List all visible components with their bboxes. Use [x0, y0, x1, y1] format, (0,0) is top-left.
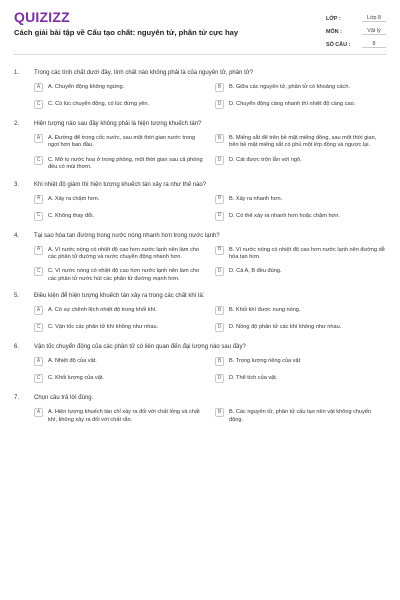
- option-text: A. Vì nước nóng có nhiệt độ cao hơn nước lạnh nên làm cho các phân tử đường và nước chuyển động nhanh hơn.: [48, 246, 199, 261]
- answer-option-c[interactable]: [34, 323, 205, 334]
- question-header: [14, 69, 386, 77]
- answer-option-d[interactable]: [215, 156, 386, 172]
- option-letter-box: C: [34, 156, 43, 165]
- option-text: D. Có thể xảy ra nhanh hơn hoặc chậm hơn.: [229, 212, 340, 219]
- answer-option-c[interactable]: [34, 374, 205, 385]
- option-letter-box: D: [215, 374, 224, 383]
- question-text: Khi nhiệt độ giảm thì hiện tượng khuếch tán xảy ra như thế nào?: [34, 181, 207, 188]
- answer-option-a[interactable]: [34, 357, 205, 368]
- option-letter-box: B: [215, 246, 224, 255]
- question-text: Điều kiện để hiện tượng khuếch tán xảy ra trong các chất khí là:: [34, 293, 205, 300]
- option-letter-box: D: [215, 267, 224, 276]
- option-text: C. Khối lượng của vật.: [48, 375, 104, 382]
- answer-option-d[interactable]: [215, 323, 386, 334]
- answer-options: [14, 246, 386, 284]
- question-number: 5.: [14, 293, 20, 300]
- answer-options: [14, 306, 386, 334]
- question-text: Vận tốc chuyển động của các phân tử có liên quan đến đại lượng nào sau đây?: [34, 344, 246, 351]
- option-letter-box: C: [34, 100, 43, 109]
- answer-option-b[interactable]: [215, 195, 386, 206]
- question-text: Hiện tượng nào sau đây không phải là hiện tượng khuếch tán?: [34, 121, 202, 127]
- option-text: C. Mở lọ nước hoa ở trong phòng, một thời gian sau cả phòng đều có mùi thơm.: [48, 156, 203, 171]
- option-text: B. Các nguyên tử, phân tử cấu tạo nên vật không chuyển động.: [229, 409, 372, 423]
- option-text: A. Xảy ra chậm hơn.: [48, 195, 100, 202]
- option-letter-box: D: [215, 156, 224, 165]
- question-number: 4.: [14, 232, 20, 239]
- quizizz-logo: QUIZIZZ: [14, 9, 70, 25]
- option-letter-box: D: [215, 212, 224, 221]
- answer-options: [14, 408, 386, 424]
- question-text: Tại sao hòa tan đường trong nước nóng nhanh hơn trong nước lạnh?: [34, 232, 220, 239]
- option-letter-box: A: [34, 83, 43, 92]
- answer-option-b[interactable]: [215, 357, 386, 368]
- option-text: A. Chuyển động không ngừng.: [48, 84, 125, 90]
- answer-option-d[interactable]: [215, 212, 386, 223]
- option-text: D. Thể tích của vật.: [229, 375, 278, 382]
- question-header: [14, 343, 386, 351]
- answer-option-a[interactable]: [34, 306, 205, 317]
- option-letter-box: B: [215, 306, 224, 315]
- answer-option-b[interactable]: [215, 246, 386, 262]
- option-text: A. Có sự chênh lệch nhiệt độ trong khối khí.: [48, 307, 157, 314]
- option-text: D. Cả A, B đều đúng.: [229, 268, 282, 275]
- question-block: [14, 232, 386, 284]
- option-text: C. Vì nước nóng có nhiệt độ cao hơn nước lạnh nên làm cho các phân tử nước hút các phân tử đường mạnh hơn.: [48, 268, 200, 282]
- option-text: B. Miếng sắt để trên bề mặt miếng đồng, sau một thời gian, trên bề mặt miếng sắt có phủ một lớp đồng và ngược lại.: [229, 135, 377, 149]
- question-header: [14, 394, 386, 402]
- answer-option-a[interactable]: [34, 195, 205, 206]
- meta-value: Vật lý: [362, 28, 386, 35]
- answer-options: [14, 357, 386, 385]
- option-text: D. Cát được trộn lẫn với ngô.: [229, 156, 302, 163]
- question-block: [14, 343, 386, 385]
- option-letter-box: A: [34, 195, 43, 204]
- answer-option-c[interactable]: [34, 100, 205, 111]
- question-text: Chọn câu trả lời đúng.: [34, 395, 94, 402]
- option-letter-box: B: [215, 357, 224, 366]
- option-letter-box: C: [34, 374, 43, 383]
- question-block: [14, 394, 386, 424]
- option-text: A. Nhiệt độ của vật.: [48, 358, 97, 365]
- option-text: B. Trọng lượng riêng của vật: [229, 358, 301, 365]
- option-text: C. Vận tốc các phân tử khí không như nhau.: [48, 324, 159, 331]
- meta-row-grade: [326, 12, 386, 25]
- meta-label: SỐ CÂU :: [326, 41, 351, 48]
- answer-option-c[interactable]: [34, 212, 205, 223]
- option-letter-box: D: [215, 100, 224, 109]
- answer-option-a[interactable]: [34, 246, 205, 262]
- option-letter-box: B: [215, 195, 224, 204]
- worksheet-title: Cách giải bài tập về Cấu tạo chất: nguyên tử, phân tử cực hay: [14, 28, 239, 37]
- meta-row-question-count: [326, 38, 386, 51]
- option-text: D. Nồng độ phân tử các khí không như nhau.: [229, 324, 342, 331]
- question-block: [14, 292, 386, 334]
- answer-option-c[interactable]: [34, 267, 205, 283]
- option-letter-box: D: [215, 323, 224, 332]
- option-letter-box: A: [34, 408, 43, 417]
- question-header: [14, 232, 386, 240]
- answer-option-a[interactable]: [34, 408, 205, 424]
- option-text: A. Đường để trong cốc nước, sau một thời gian nước trong ngọt hơn ban đầu.: [48, 135, 196, 149]
- option-text: B. Vì nước nóng có nhiệt độ cao hơn nước lạnh nên đường dễ hòa tan hơn.: [229, 246, 385, 261]
- question-number: 1.: [14, 70, 20, 76]
- meta-value: 8: [362, 41, 386, 48]
- option-text: B. Xảy ra nhanh hơn.: [229, 195, 283, 202]
- option-text: A. Hiện tượng khuếch tán chỉ xảy ra đối với chất lỏng và chất khí, không xảy ra đối với chất rắn.: [48, 409, 200, 423]
- answer-option-a[interactable]: [34, 134, 205, 150]
- option-text: B. Khối khí được nung nóng.: [229, 307, 301, 314]
- option-letter-box: B: [215, 83, 224, 92]
- question-block: [14, 69, 386, 111]
- option-letter-box: A: [34, 246, 43, 255]
- meta-value: Lớp 8: [362, 15, 386, 22]
- option-letter-box: A: [34, 134, 43, 143]
- option-letter-box: C: [34, 212, 43, 221]
- meta-label: LỚP :: [326, 15, 341, 22]
- answer-options: [14, 83, 386, 111]
- question-block: [14, 120, 386, 172]
- option-text: C. Không thay đổi.: [48, 212, 95, 219]
- answer-option-d[interactable]: [215, 267, 386, 283]
- option-text: B. Giữa các nguyên tử, phân tử có khoảng cách.: [229, 84, 351, 90]
- question-list: [14, 69, 386, 424]
- question-header: [14, 292, 386, 300]
- option-letter-box: A: [34, 357, 43, 366]
- option-text: C. Có lúc chuyển động, có lúc đứng yên.: [48, 101, 150, 107]
- worksheet-meta: [326, 12, 386, 51]
- answer-option-b[interactable]: [215, 83, 386, 94]
- question-number: 7.: [14, 395, 20, 402]
- question-number: 2.: [14, 121, 20, 127]
- question-number: 3.: [14, 181, 20, 188]
- answer-option-b[interactable]: [215, 306, 386, 317]
- worksheet-header: [14, 10, 386, 55]
- option-text: D. Chuyển động càng nhanh thì nhiệt độ càng cao.: [229, 101, 356, 107]
- question-text: Trong các tính chất dưới đây, tính chất nào không phải là của nguyên tử, phân tử?: [34, 70, 254, 76]
- answer-option-b[interactable]: [215, 134, 386, 150]
- answer-options: [14, 195, 386, 223]
- option-letter-box: B: [215, 408, 224, 417]
- question-header: [14, 120, 386, 128]
- answer-option-b[interactable]: [215, 408, 386, 424]
- question-header: [14, 181, 386, 189]
- answer-option-d[interactable]: [215, 100, 386, 111]
- option-letter-box: A: [34, 306, 43, 315]
- option-letter-box: C: [34, 323, 43, 332]
- meta-row-subject: [326, 25, 386, 38]
- answer-option-c[interactable]: [34, 156, 205, 172]
- answer-options: [14, 134, 386, 172]
- option-letter-box: B: [215, 134, 224, 143]
- answer-option-a[interactable]: [34, 83, 205, 94]
- answer-option-d[interactable]: [215, 374, 386, 385]
- option-letter-box: C: [34, 267, 43, 276]
- question-block: [14, 181, 386, 223]
- question-number: 6.: [14, 344, 20, 351]
- meta-label: MÔN :: [326, 28, 342, 35]
